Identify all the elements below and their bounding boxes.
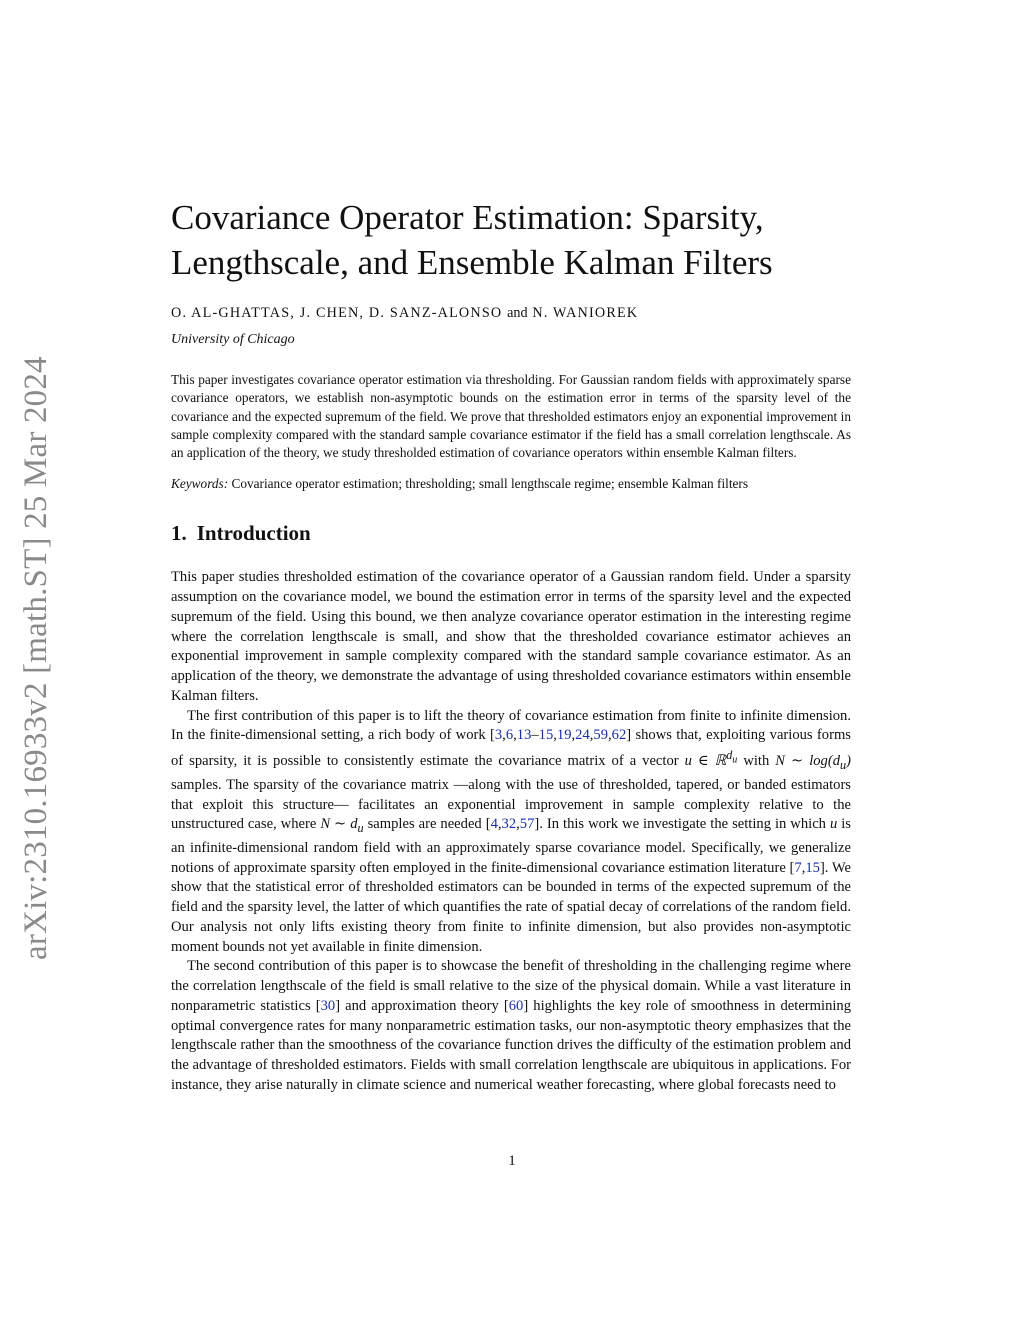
citation-link[interactable]: 62 <box>611 727 627 744</box>
keywords-label: Keywords: <box>171 476 229 492</box>
math-inline: u ∈ ℝ$^{d_u}$ <box>684 748 738 770</box>
paragraph-3 <box>171 957 851 1095</box>
text-run: with <box>737 753 776 770</box>
author-names: O. AL-GHATTAS, J. CHEN, D. SANZ-ALONSO <box>171 305 503 321</box>
text-run: samples. The sparsity of the covariance matrix —along with the use of thresholded, tapered, or banded estimators that exploit this structure— facilitates an exponential improvement in sample complexity relative to the unstructured case, where <box>171 776 851 833</box>
text-run: ] and approximation theory [ <box>335 997 509 1014</box>
text-run: , <box>571 727 576 744</box>
citation-link[interactable]: 57 <box>519 816 535 833</box>
citation-link[interactable]: 3 <box>494 727 503 744</box>
text-run: , <box>502 727 506 744</box>
author-last: N. WANIOREK <box>532 305 639 321</box>
paragraph-1: This paper studies thresholded estimation of the covariance operator of a Gaussian random field. Under a sparsity assumption on the covariance model, we bound the estimation error in terms of the sparsity level and the expected supremum of the field. Using this bound, we then analyze covariance operator estimation in the interesting regime where the correlation lengthscale is small, and show that the thresholded covariance estimator achieves an exponential improvement in sample complexity compared with the standard sample covariance estimator. As an application of the theory, we demonstrate the advantage of using thresholded covariance estimators within ensemble Kalman filters. <box>171 569 851 704</box>
citation-link[interactable]: 24 <box>575 727 590 744</box>
text-run: ]. We show that the statistical error of thresholded estimators can be bounded in terms of the expected supremum of the field and the sparsity level, the latter of which quantifies the rate of spatial decay of correlations of the random field. Our analysis not only lifts existing theory from finite to infinite dimension, but also provides non-asymptotic moment bounds not yet available in finite dimension. <box>171 859 851 955</box>
arxiv-identifier: arXiv:2310.16933v2 [math.ST] 25 Mar 2024 <box>18 356 54 960</box>
citation-link[interactable]: 32 <box>501 816 517 833</box>
page-number: 1 <box>508 1153 516 1169</box>
paragraph-2 <box>171 707 851 958</box>
citation-link[interactable]: 60 <box>508 997 524 1014</box>
title-line-1: Covariance Operator Estimation: Sparsity, <box>171 198 764 237</box>
citation-link[interactable]: 30 <box>320 997 336 1014</box>
math-inline: N ∼ $d_u$ <box>320 816 364 836</box>
section-number: 1. <box>171 521 187 546</box>
text-run: – <box>531 727 539 744</box>
text-run: , <box>497 816 502 833</box>
text-run: , <box>608 727 612 744</box>
text-run: , <box>589 727 594 744</box>
text-run: , <box>516 816 520 833</box>
section-title: Introduction <box>196 521 311 546</box>
citation-link[interactable]: 15 <box>538 727 554 744</box>
keywords-text: Covariance operator estimation; thresholding; small lengthscale regime; ensemble Kalman filters <box>231 476 749 492</box>
citation-link[interactable]: 4 <box>490 816 498 833</box>
citation-link[interactable]: 7 <box>794 859 802 876</box>
keywords <box>171 475 851 493</box>
section-heading <box>171 521 851 546</box>
text-run: is an infinite-dimensional random field with an approximately sparse covariance model. Specifically, we generalize notions of approximate sparsity often employed in the finite-dimensional covariance estimation literature [ <box>171 816 851 876</box>
citation-link[interactable]: 15 <box>805 859 820 876</box>
text-run: samples are needed [ <box>363 816 491 833</box>
abstract: This paper investigates covariance operator estimation via thresholding. For Gaussian random fields with approximately sparse covariance operators, we establish non-asymptotic bounds on the estimation error in terms of the sparsity level of the covariance and the expected supremum of the field. We prove that thresholded estimators enjoy an exponential improvement in sample complexity compared with the standard sample covariance estimator if the field has a small correlation lengthscale. As an application of the theory, we study thresholded estimation of covariance operators within ensemble Kalman filters. <box>171 372 851 461</box>
citation-link[interactable]: 13 <box>516 727 532 744</box>
author-conjunction: and <box>507 305 528 321</box>
section-body <box>171 568 851 1095</box>
arxiv-margin-stamp <box>0 0 70 1325</box>
author-list <box>171 305 851 322</box>
math-inline: u <box>829 816 838 833</box>
text-run: ] shows that, exploiting various forms of sparsity, it is possible to consistently estimate the covariance matrix of a vector <box>171 727 851 770</box>
math-inline: N ∼ $\log(d_u)$ <box>775 753 851 772</box>
text-run: ]. In this work we investigate the setting in which <box>534 816 830 833</box>
text-run: , <box>553 727 557 744</box>
paper-title <box>171 195 851 285</box>
citation-link[interactable]: 19 <box>556 727 572 744</box>
citation-link[interactable]: 6 <box>505 727 514 744</box>
paper-first-page <box>171 195 851 1096</box>
text-run: ] highlights the key role of smoothness in determining optimal convergence rates for many nonparametric estimation tasks, our non-asymptotic theory emphasizes that the lengthscale rather than the smoothness of the covariance function drives the difficulty of the estimation problem and the advantage of thresholded estimators. Fields with small correlation lengthscale are ubiquitous in applications. For instance, they arise naturally in climate science and numerical weather forecasting, where global forecasts need to <box>171 997 852 1093</box>
citation-link[interactable]: 59 <box>593 727 609 744</box>
text-run: , <box>513 727 517 744</box>
text-run: The second contribution of this paper is to showcase the benefit of thresholding in the challenging regime where the correlation lengthscale of the field is small relative to the size of the physical domain. While a vast literature in nonparametric statistics [ <box>171 958 851 1014</box>
affiliation: University of Chicago <box>171 332 295 347</box>
text-run: The first contribution of this paper is to lift the theory of covariance estimation from finite to infinite dimension. In the finite-dimensional setting, a rich body of work [ <box>171 707 851 744</box>
title-line-2: Lengthscale, and Ensemble Kalman Filters <box>171 243 773 282</box>
text-run: , <box>801 859 806 876</box>
